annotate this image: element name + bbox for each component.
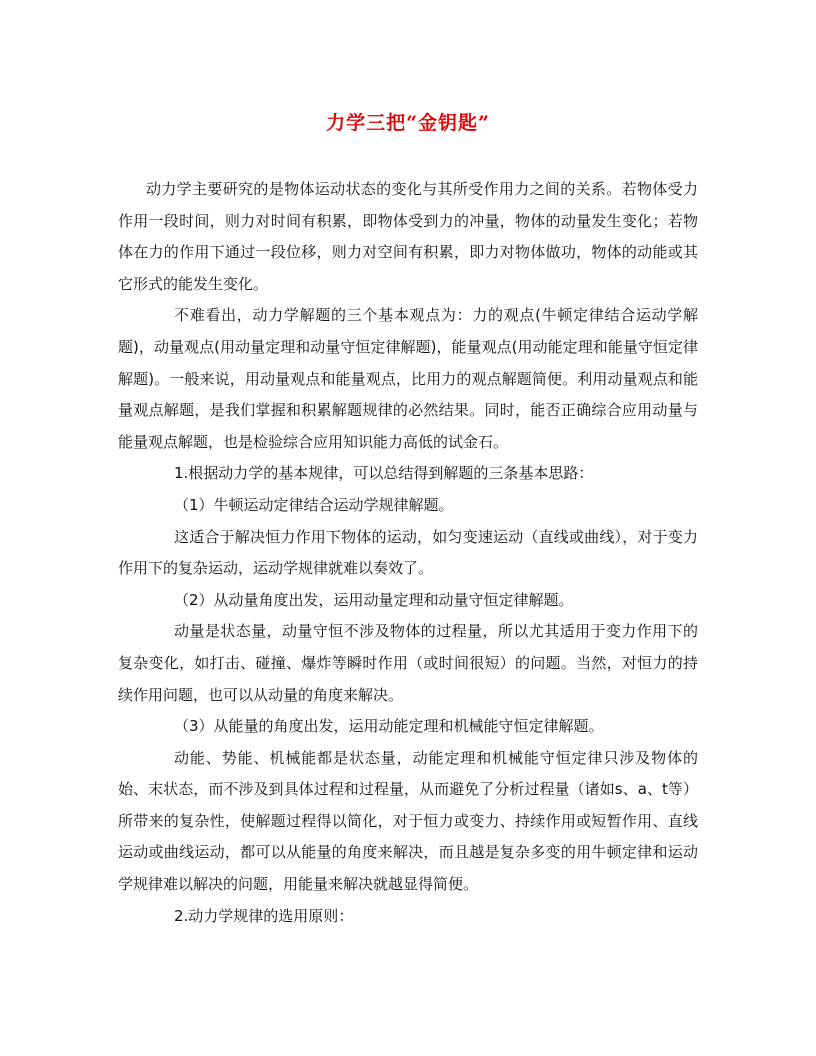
paragraph-section-2-heading: 2.动力学规律的选用原则： [174, 906, 354, 925]
paragraph-intro: 动力学主要研究的是物体运动状态的变化与其所受作用力之间的关系。若物体受力作用一段时间，则力对时间有积累，即物体受到力的冲量，物体的动量发生变化；若物体在力的作用下通过一段位移，则力对空间有积累，即力对物体做功，物体的动能或其它形式的能发生变化。 [118, 180, 698, 293]
paragraph-approach-1-detail: 这适合于解决恒力作用下物体的运动，如匀变速运动（直线或曲线），对于变力作用下的复杂运动，运动学规律就难以奏效了。 [118, 527, 698, 578]
paragraph-three-viewpoints: 不难看出，动力学解题的三个基本观点为：力的观点(牛顿定律结合运动学解题)，动量观点(用动量定理和动量守恒定律解题)，能量观点(用动能定理和能量守恒定律解题)。一般来说，用动量观点和能量观点，比用力的观点解题简便。利用动量观点和能量观点解题，是我们掌握和积累解题规律的必然结果。同时，能否正确综合应用动量与能量观点解题，也是检验综合应用知识能力高低的试金石。 [118, 306, 698, 451]
paragraph-approach-3-detail: 动能、势能、机械能都是状态量，动能定理和机械能守恒定律只涉及物体的始、末状态，而不涉及到具体过程和过程量，从而避免了分析过程量（诸如s、a、t等）所带来的复杂性，使解题过程得以简化，对于恒力或变力、持续作用或短暂作用、直线运动或曲线运动，都可以从能量的角度来解决，而且越是复杂多变的用牛顿定律和运动学规律难以解决的问题，用能量来解决就越显得简便。 [118, 748, 698, 894]
paragraph-section-1-heading: 1.根据动力学的基本规律，可以总结得到解题的三条基本思路： [174, 464, 594, 483]
document-title: 力学三把“金钥匙” [326, 112, 490, 134]
document-body [118, 174, 698, 932]
paragraph-approach-2: （2）从动量角度出发，运用动量定理和动量守恒定律解题。 [174, 590, 574, 609]
paragraph-approach-2-detail: 动量是状态量，动量守恒不涉及物体的过程量，所以尤其适用于变力作用下的复杂变化，如打击、碰撞、爆炸等瞬时作用（或时间很短）的问题。当然，对恒力的持续作用问题，也可以从动量的角度来解决。 [118, 622, 698, 704]
paragraph-approach-1: （1）牛顿运动定律结合运动学规律解题。 [174, 495, 454, 514]
paragraph-approach-3: （3）从能量的角度出发，运用动能定理和机械能守恒定律解题。 [174, 717, 604, 736]
